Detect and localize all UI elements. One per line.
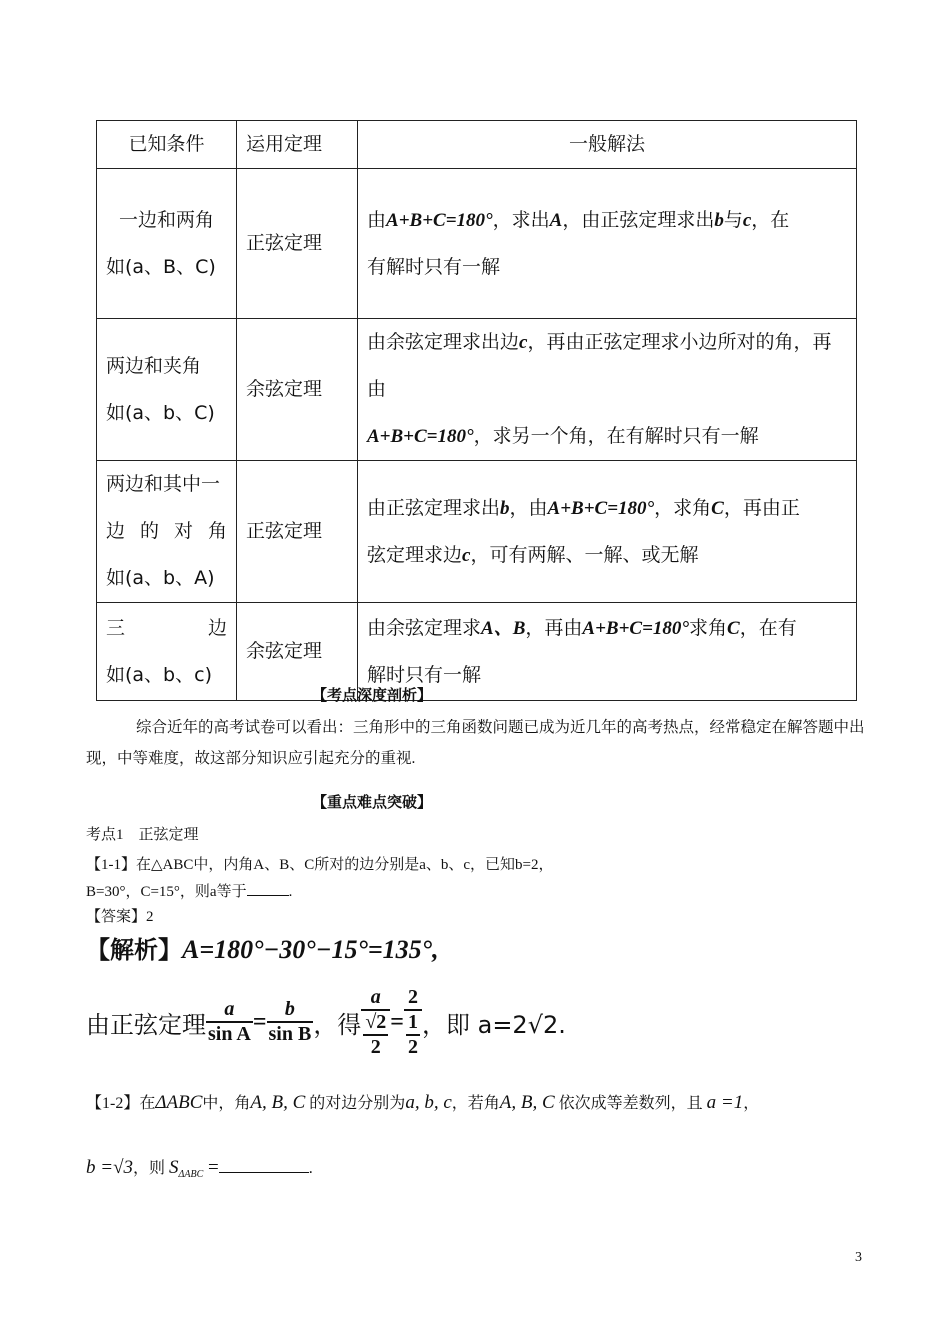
equals-sign: = [390, 1008, 404, 1035]
condition-example: 如(a、b、A) [106, 567, 215, 589]
method-text: ，再由正 [723, 496, 800, 519]
math-var: C [727, 617, 740, 639]
theorem-cell: 余弦定理 [237, 319, 358, 461]
denominator: sin A [208, 1023, 251, 1045]
method-text: ，求另一个角，在有解时只有一解 [473, 425, 759, 447]
numerator: 2 [404, 986, 422, 1011]
math-var: A, B, C [499, 1092, 555, 1113]
header-cell: 运用定理 [237, 121, 358, 169]
math-var: C [711, 497, 724, 519]
method-cell [358, 319, 857, 461]
condition-text: 边 [207, 616, 227, 639]
page-number: 3 [855, 1250, 862, 1265]
question-text: ，则 [133, 1160, 166, 1177]
question-text: ，若角 [451, 1095, 500, 1112]
method-cell [358, 461, 857, 603]
condition-example: 如(a、b、C) [106, 401, 215, 424]
math-var: b [714, 209, 724, 231]
math-var: A, B, C [250, 1092, 306, 1113]
math-var: b =√3 [86, 1157, 133, 1178]
angle-sum-equation: A+B+C=180° [367, 426, 474, 447]
fraction [361, 986, 390, 1059]
condition-cell [97, 319, 237, 461]
condition-example: 如(a、B、C) [106, 255, 216, 278]
analysis-paragraph: 综合近年的高考试卷可以看出：三角形中的三角函数问题已成为近几年的高考热点，经常稳定在解答题中出现，中等难度，故这部分知识应引起充分的重视. [86, 719, 865, 767]
analysis-line [86, 930, 439, 965]
table-row [97, 603, 857, 701]
sine-law-line [86, 982, 566, 1062]
math-subscript: ΔABC [178, 1169, 204, 1181]
math-var: S [169, 1157, 179, 1178]
sine-law-text: 由正弦定理 [86, 1010, 206, 1039]
angle-sum-equation: A+B+C=180° [582, 617, 689, 639]
table-row [97, 169, 857, 319]
method-text: 解时只有一解 [367, 663, 482, 686]
condition-text: 三 [106, 616, 126, 639]
method-text: ，由 [509, 496, 548, 519]
question-text: 依次成等差数列，且 [558, 1095, 703, 1112]
method-text: 有解时只有一解 [367, 255, 501, 278]
answer-blank [247, 881, 289, 896]
section-heading: 【考点深度剖析】 [312, 688, 433, 704]
question-text: . [308, 1160, 313, 1177]
method-text: 由余弦定理求出边 [367, 331, 520, 353]
denominator: 2 [370, 1035, 381, 1058]
method-text: ，求出 [492, 208, 550, 231]
conditions-table [96, 120, 857, 701]
nested-fraction [361, 1011, 390, 1059]
condition-cell [97, 603, 237, 701]
question-text: B=30°，C=15°，则a等于 [86, 884, 247, 900]
analysis-label: 【解析】 [86, 936, 182, 964]
method-text: 由正弦定理求出 [367, 496, 501, 519]
method-cell [358, 169, 857, 319]
section-heading: 【重点难点突破】 [312, 795, 433, 811]
table-row [97, 319, 857, 461]
theorem-cell: 余弦定理 [237, 603, 358, 701]
condition-text: 一边和两角 [118, 208, 214, 231]
angle-sum-equation: A+B+C=180° [547, 497, 655, 519]
method-text: ，在有 [739, 616, 797, 639]
question-1-2-line [86, 1090, 759, 1114]
method-text: 与 [723, 208, 743, 231]
method-text: 由余弦定理求 [367, 616, 482, 639]
numerator: 1 [406, 1011, 420, 1036]
theorem-cell: 正弦定理 [237, 169, 358, 319]
question-text: 【1-2】在 [86, 1095, 156, 1112]
method-text: ，再由正弦定理求小边所对的角，再由 [367, 331, 832, 400]
condition-text: 两边和夹角 [106, 354, 202, 377]
denominator: 2 [407, 1035, 418, 1058]
question-text: ， [743, 1095, 760, 1112]
denominator: sin B [268, 1023, 312, 1045]
math-var: c [462, 544, 471, 566]
math-var: b [500, 497, 510, 519]
topic-title: 考点1 正弦定理 [86, 827, 199, 843]
answer-blank [219, 1162, 309, 1173]
math-var: c [742, 209, 752, 231]
equals-sign: = [252, 1008, 267, 1035]
table-row [97, 461, 857, 603]
condition-text: 两边和其中一 [106, 473, 221, 495]
math-var: c [519, 332, 528, 353]
method-text: 由 [367, 208, 387, 231]
analysis-equation: A=180°−30°−15°=135°, [182, 935, 439, 964]
method-text: 求角 [689, 616, 728, 639]
numerator: a [206, 998, 253, 1023]
math-var: a =1 [706, 1092, 744, 1113]
method-cell [358, 603, 857, 701]
equals-sign: = [203, 1157, 219, 1178]
method-text: ，由正弦定理求出 [562, 208, 715, 231]
method-text: ，在 [751, 208, 790, 231]
numerator: √2 [363, 1011, 388, 1036]
angle-sum-equation: A+B+C=180° [386, 209, 493, 231]
result-text: ，即 a=2√2. [421, 1010, 566, 1039]
math-var: A、B [481, 617, 526, 639]
fraction [404, 986, 422, 1059]
header-cell: 已知条件 [97, 121, 237, 169]
question-text: . [288, 884, 293, 900]
question-text: 的对边分别为 [309, 1095, 406, 1112]
table-header-row [97, 121, 857, 169]
method-text: ，再由 [525, 616, 583, 639]
numerator: a [361, 986, 390, 1011]
method-text: ，可有两解、一解、或无解 [470, 543, 699, 566]
answer-line: 【答案】2 [86, 909, 154, 925]
question-1-1-line [86, 880, 292, 901]
question-1-2-line [86, 1155, 313, 1180]
math-var: a, b, c [405, 1092, 452, 1113]
math-var: ΔABC [155, 1092, 203, 1113]
sine-law-text: ，得 [313, 1010, 362, 1039]
condition-cell [97, 169, 237, 319]
fraction [206, 998, 253, 1046]
numerator: b [267, 998, 314, 1023]
theorem-cell: 正弦定理 [237, 461, 358, 603]
method-text: 弦定理求边 [367, 543, 463, 566]
fraction [267, 998, 314, 1046]
method-text: ，求角 [654, 496, 712, 519]
math-var: A [549, 209, 563, 231]
condition-cell [97, 461, 237, 603]
nested-fraction [404, 1011, 422, 1059]
condition-text: 边的对角 [106, 520, 227, 542]
question-1-1-line: 【1-1】在△ABC中，内角A、B、C所对的边分别是a、b、c，已知b=2， [86, 857, 554, 873]
question-text: 中，角 [202, 1095, 251, 1112]
header-cell: 一般解法 [358, 121, 857, 169]
condition-example: 如(a、b、c) [106, 663, 212, 686]
